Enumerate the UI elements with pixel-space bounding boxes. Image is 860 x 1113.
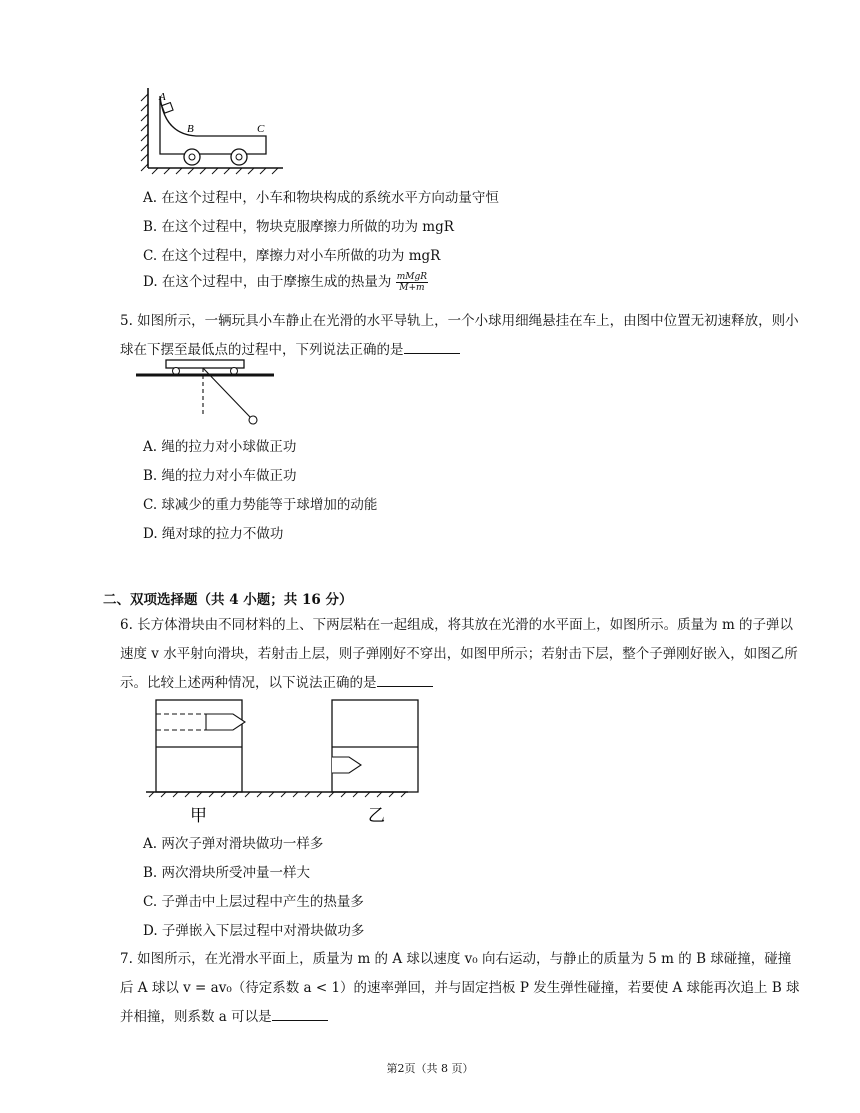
q6-blocks-figure: [146, 697, 408, 827]
q5-text: 5. 如图所示，一辆玩具小车静止在光滑的水平导轨上，一个小球用细绳悬挂在车上，由图中位置无初速释放，则小球在下摆至最低点的过程中，下列说法正确的是: [120, 313, 799, 358]
q4-label-c: C: [257, 123, 265, 135]
section-heading: 二、双项选择题（共 4 小题；共 16 分）: [103, 592, 353, 608]
q4-option-d-text: D. 在这个过程中，由于摩擦生成的热量为: [143, 274, 392, 290]
q4-fraction-numerator: mMgR: [396, 272, 428, 282]
q4-label-a: A: [159, 91, 166, 103]
q4-option-d-fraction: [396, 272, 428, 293]
q4-fraction-denominator: M+m: [399, 283, 425, 293]
q4-option-c: C. 在这个过程中，摩擦力对小车所做的功为 mgR: [143, 248, 441, 264]
q6-question: [120, 611, 800, 698]
q6-text: 6. 长方体滑块由不同材料的上、下两层粘在一起组成，将其放在光滑的水平面上，如图所示。质量为 m 的子弹以速度 v 水平射向滑块，若射击上层，则子弹刚好不穿出，如图甲所示；若射击下层，整个子弹刚好嵌入，如图乙所示。比较上述两种情况，以下说法正确的是: [120, 617, 798, 691]
answer-blank[interactable]: [404, 339, 460, 354]
q4-option-b: B. 在这个过程中，物块克服摩擦力所做的功为 mgR: [143, 219, 454, 235]
q6-option-a: A. 两次子弹对滑块做功一样多: [143, 836, 324, 852]
q6-label-jia: 甲: [190, 806, 207, 826]
q4-option-d: [143, 270, 428, 293]
q6-option-b: B. 两次滑块所受冲量一样大: [143, 865, 311, 881]
q4-cart-figure: [138, 86, 288, 178]
answer-blank[interactable]: [377, 672, 433, 687]
page-footer: 第2页（共 8 页）: [386, 1062, 474, 1075]
q5-option-c: C. 球减少的重力势能等于球增加的动能: [143, 497, 378, 513]
q6-option-c: C. 子弹击中上层过程中产生的热量多: [143, 894, 364, 910]
q7-question: [120, 945, 800, 1032]
q5-option-a: A. 绳的拉力对小球做正功: [143, 439, 297, 455]
answer-blank[interactable]: [272, 1006, 328, 1021]
q4-label-b: B: [187, 123, 194, 135]
q5-option-d: D. 绳对球的拉力不做功: [143, 526, 284, 542]
q5-pendulum-figure: [136, 357, 276, 427]
q5-option-b: B. 绳的拉力对小车做正功: [143, 468, 297, 484]
q6-option-d: D. 子弹嵌入下层过程中对滑块做功多: [143, 923, 365, 939]
q4-option-a: A. 在这个过程中，小车和物块构成的系统水平方向动量守恒: [143, 190, 499, 206]
q7-text: 7. 如图所示，在光滑水平面上，质量为 m 的 A 球以速度 v₀ 向右运动，与静止的质量为 5 m 的 B 球碰撞，碰撞后 A 球以 v = av₀（待定系数 a < 1）的速率弹回，并与固定挡板 P 发生弹性碰撞，若要使 A 球能再次追上 B 球并相撞，则系数 a 可以是: [120, 951, 800, 1025]
q6-label-yi: 乙: [368, 806, 385, 826]
